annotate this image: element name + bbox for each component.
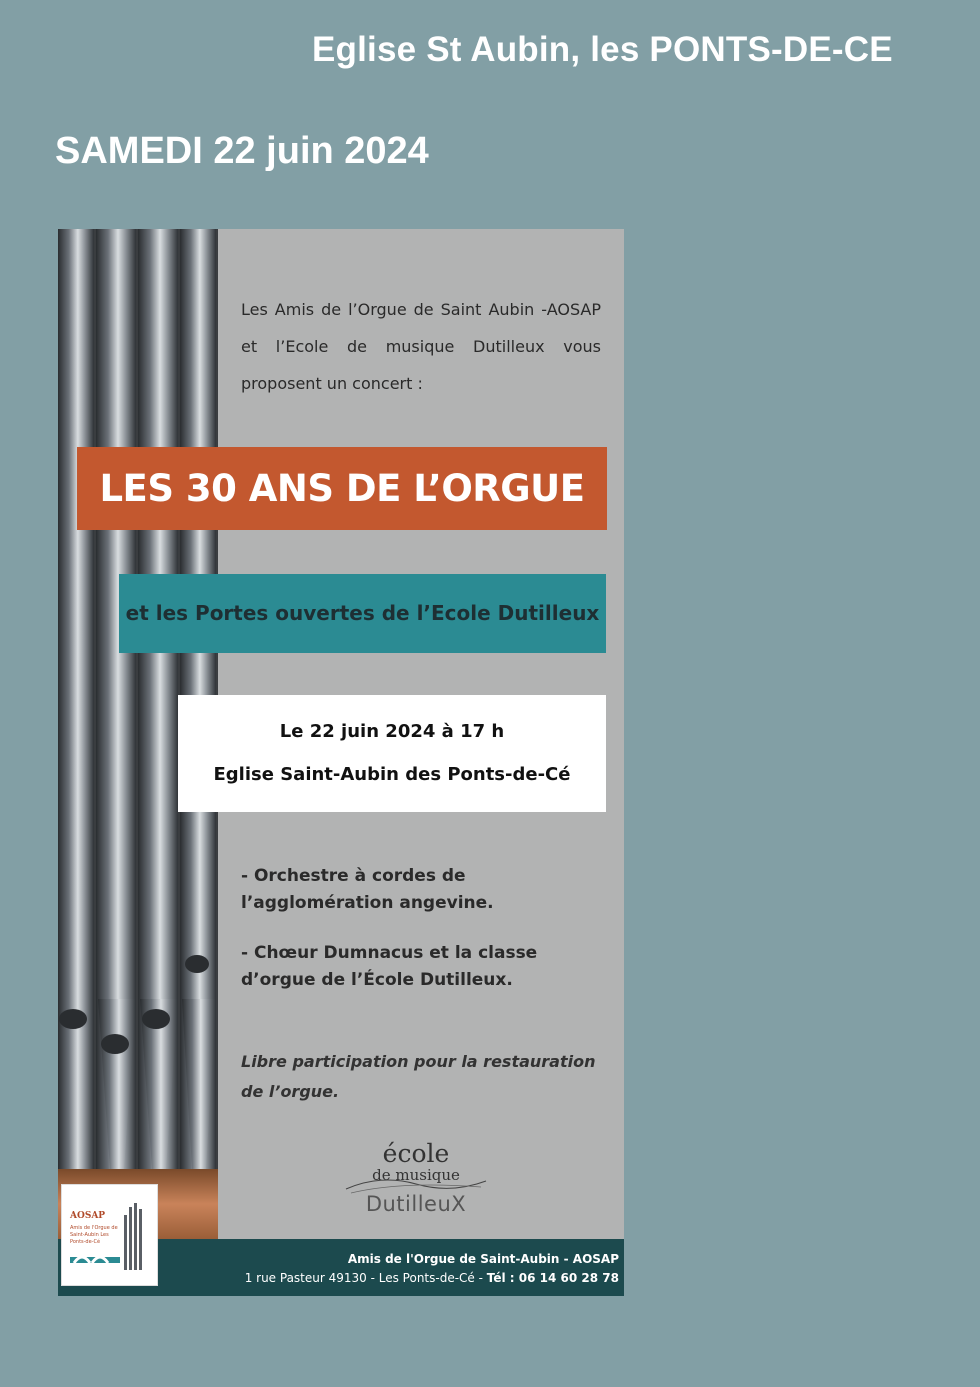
- program-item: - Orchestre à cordes de l’agglomération angevine.: [241, 866, 494, 913]
- ecole-logo-swirl-icon: [341, 1166, 491, 1199]
- date-location-box: [178, 695, 606, 812]
- ecole-logo-line1: école: [382, 1139, 450, 1168]
- aosap-logo-name: AOSAP: [70, 1211, 106, 1221]
- date-heading: SAMEDI 22 juin 2024: [55, 130, 429, 172]
- footer-phone: Tél : 06 14 60 28 78: [486, 1271, 619, 1285]
- title-banner: LES 30 ANS DE L’ORGUE: [77, 447, 607, 530]
- ecole-logo-line3: DutilleuX: [365, 1192, 467, 1216]
- ecole-logo-line2: de musique: [372, 1166, 460, 1184]
- program-list: [241, 863, 611, 1017]
- footer-association: Amis de l'Orgue de Saint-Aubin - AOSAP: [347, 1252, 619, 1266]
- venue-heading: Eglise St Aubin, les PONTS-DE-CE: [312, 30, 893, 69]
- program-item: - Chœur Dumnacus et la classe d’orgue de l’École Dutilleux.: [241, 943, 538, 990]
- aosap-logo: [61, 1184, 158, 1286]
- aosap-logo-subtitle: Amis de l'Orgue de Saint-Aubin Les Ponts-de-Cé: [70, 1225, 118, 1245]
- concert-datetime: Le 22 juin 2024 à 17 h: [279, 721, 505, 742]
- footer-address: 1 rue Pasteur 49130 - Les Ponts-de-Cé -: [244, 1271, 487, 1285]
- footer-address-line: [245, 1271, 619, 1285]
- intro-text: Les Amis de l’Orgue de Saint Aubin -AOSAP et l’Ecole de musique Dutilleux vous proposent un concert :: [241, 300, 601, 393]
- organ-bridge-icon: [62, 1185, 157, 1285]
- concert-location: Eglise Saint-Aubin des Ponts-de-Cé: [213, 764, 571, 785]
- ecole-dutilleux-logo: [341, 1141, 491, 1231]
- free-participation-note: Libre participation pour la restauration de l’orgue.: [241, 1052, 596, 1101]
- concert-poster: [58, 229, 624, 1296]
- subtitle-banner: et les Portes ouvertes de l’Ecole Dutilleux: [119, 574, 606, 653]
